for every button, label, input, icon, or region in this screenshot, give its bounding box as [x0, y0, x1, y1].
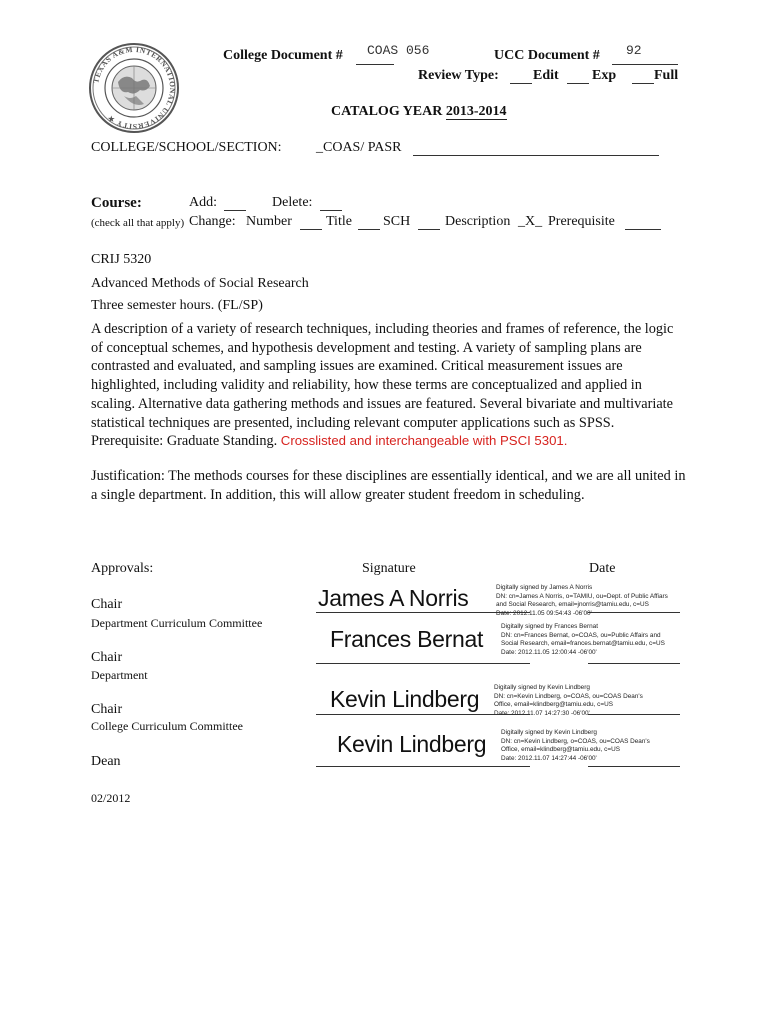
course-code: CRIJ 5320 [91, 252, 152, 267]
crosslist-note: Crosslisted and interchangeable with PSCI 5301. [280, 433, 568, 449]
course-description [91, 320, 685, 451]
approval-role-3: Chair [91, 702, 123, 717]
catalog-year [331, 104, 507, 120]
ucc-doc-value: 92 [626, 43, 642, 58]
signature-1: James A Norris [318, 585, 469, 611]
prerequisite-label: Prerequisite [548, 214, 615, 229]
approval-unit-3: College Curriculum Committee [91, 719, 243, 733]
signature-heading: Signature [362, 561, 416, 576]
catalog-year-value: 2013-2014 [445, 104, 507, 119]
approvals-heading: Approvals: [91, 561, 154, 576]
digital-sig-4: Digitally signed by Kevin Lindberg DN: cn=Kevin Lindberg, o=COAS, ou=COAS Dean's Office, email=klindberg@tamiu.edu, c=US Date: 2012.11.07 14:27:44 -06'00' [501, 729, 650, 762]
delete-label: Delete: [272, 195, 313, 210]
review-option-edit: Edit [533, 68, 559, 83]
approval-role-1: Chair [91, 597, 123, 612]
justification: Justification: The methods courses for these disciplines are essentially identical, and we are all united in a single department. In addition, this will allow greater student freedom in scheduling. [91, 468, 686, 503]
signature-2: Frances Bernat [330, 626, 484, 652]
approval-role-2: Chair [91, 650, 123, 665]
svg-text:TEXAS A&M INTERNATIONAL UNIVER: TEXAS A&M INTERNATIONAL UNIVERSITY ★ [91, 44, 178, 132]
review-option-full: Full [654, 68, 679, 83]
approval-role-4: Dean [91, 754, 121, 769]
check-note: (check all that apply) [91, 217, 185, 229]
form-date: 02/2012 [91, 791, 131, 805]
college-section-value: _COAS/ PASR [316, 140, 402, 155]
university-seal [88, 42, 180, 134]
review-type-label: Review Type: [418, 68, 499, 83]
ucc-doc-label: UCC Document # [494, 48, 600, 63]
title-label: Title [326, 214, 352, 229]
college-doc-label: College Document # [223, 48, 343, 63]
date-heading: Date [589, 561, 616, 576]
number-label: Number [246, 214, 292, 229]
approval-unit-1: Department Curriculum Committee [91, 616, 263, 630]
digital-sig-3: Digitally signed by Kevin Lindberg DN: cn=Kevin Lindberg, o=COAS, ou=COAS Dean's Office, email=klindberg@tamiu.edu, c=US Date: 2012.11.07 14:27:30 -06'00' [494, 684, 643, 717]
course-hours: Three semester hours. (FL/SP) [91, 298, 263, 313]
signature-3: Kevin Lindberg [330, 686, 480, 712]
catalog-year-label: CATALOG YEAR [331, 104, 443, 119]
course-description-text: A description of a variety of research techniques, including theories and frames of reference, the logic of conceptual schemes, and hypothesis development and testing. A variety of sampling plans are contrasted and evaluated, and sampling issues are examined. Critical measurement issues are highlighted, including validity and reliability, how these terms are conceptualized and applied in scaling. Alternative data gathering methods and issues are featured. Several bivariate and multivariate statistical techniques are presented, including relevant computer applications such as SPSS. Prerequisite: Graduate Standing. [91, 321, 674, 450]
change-label: Change: [189, 214, 236, 229]
review-option-exp: Exp [592, 68, 617, 83]
college-section-label: COLLEGE/SCHOOL/SECTION: [91, 140, 282, 155]
description-mark: _X_ [518, 214, 543, 229]
course-label: Course: [91, 195, 142, 211]
description-label: Description [445, 214, 511, 229]
signature-4: Kevin Lindberg [337, 731, 487, 757]
college-doc-value: COAS 056 [367, 43, 430, 58]
digital-sig-2: Digitally signed by Frances Bernat DN: cn=Frances Bernat, o=COAS, ou=Public Affairs and Social Research, email=frances.bernat@tamiu.edu, c=US Date: 2012.11.05 12:00:44 -06'00' [501, 623, 665, 656]
digital-sig-1: Digitally signed by James A Norris DN: cn=James A Norris, o=TAMIU, ou=Dept. of Public Affiars and Social Research, email=jnorris@tamiu.edu, c=US Date: 2012.11.05 09:54:43 -06'00' [496, 584, 668, 617]
course-title: Advanced Methods of Social Research [91, 276, 309, 291]
sch-label: SCH [383, 214, 411, 229]
approval-unit-2: Department [91, 668, 148, 682]
add-label: Add: [189, 195, 217, 210]
